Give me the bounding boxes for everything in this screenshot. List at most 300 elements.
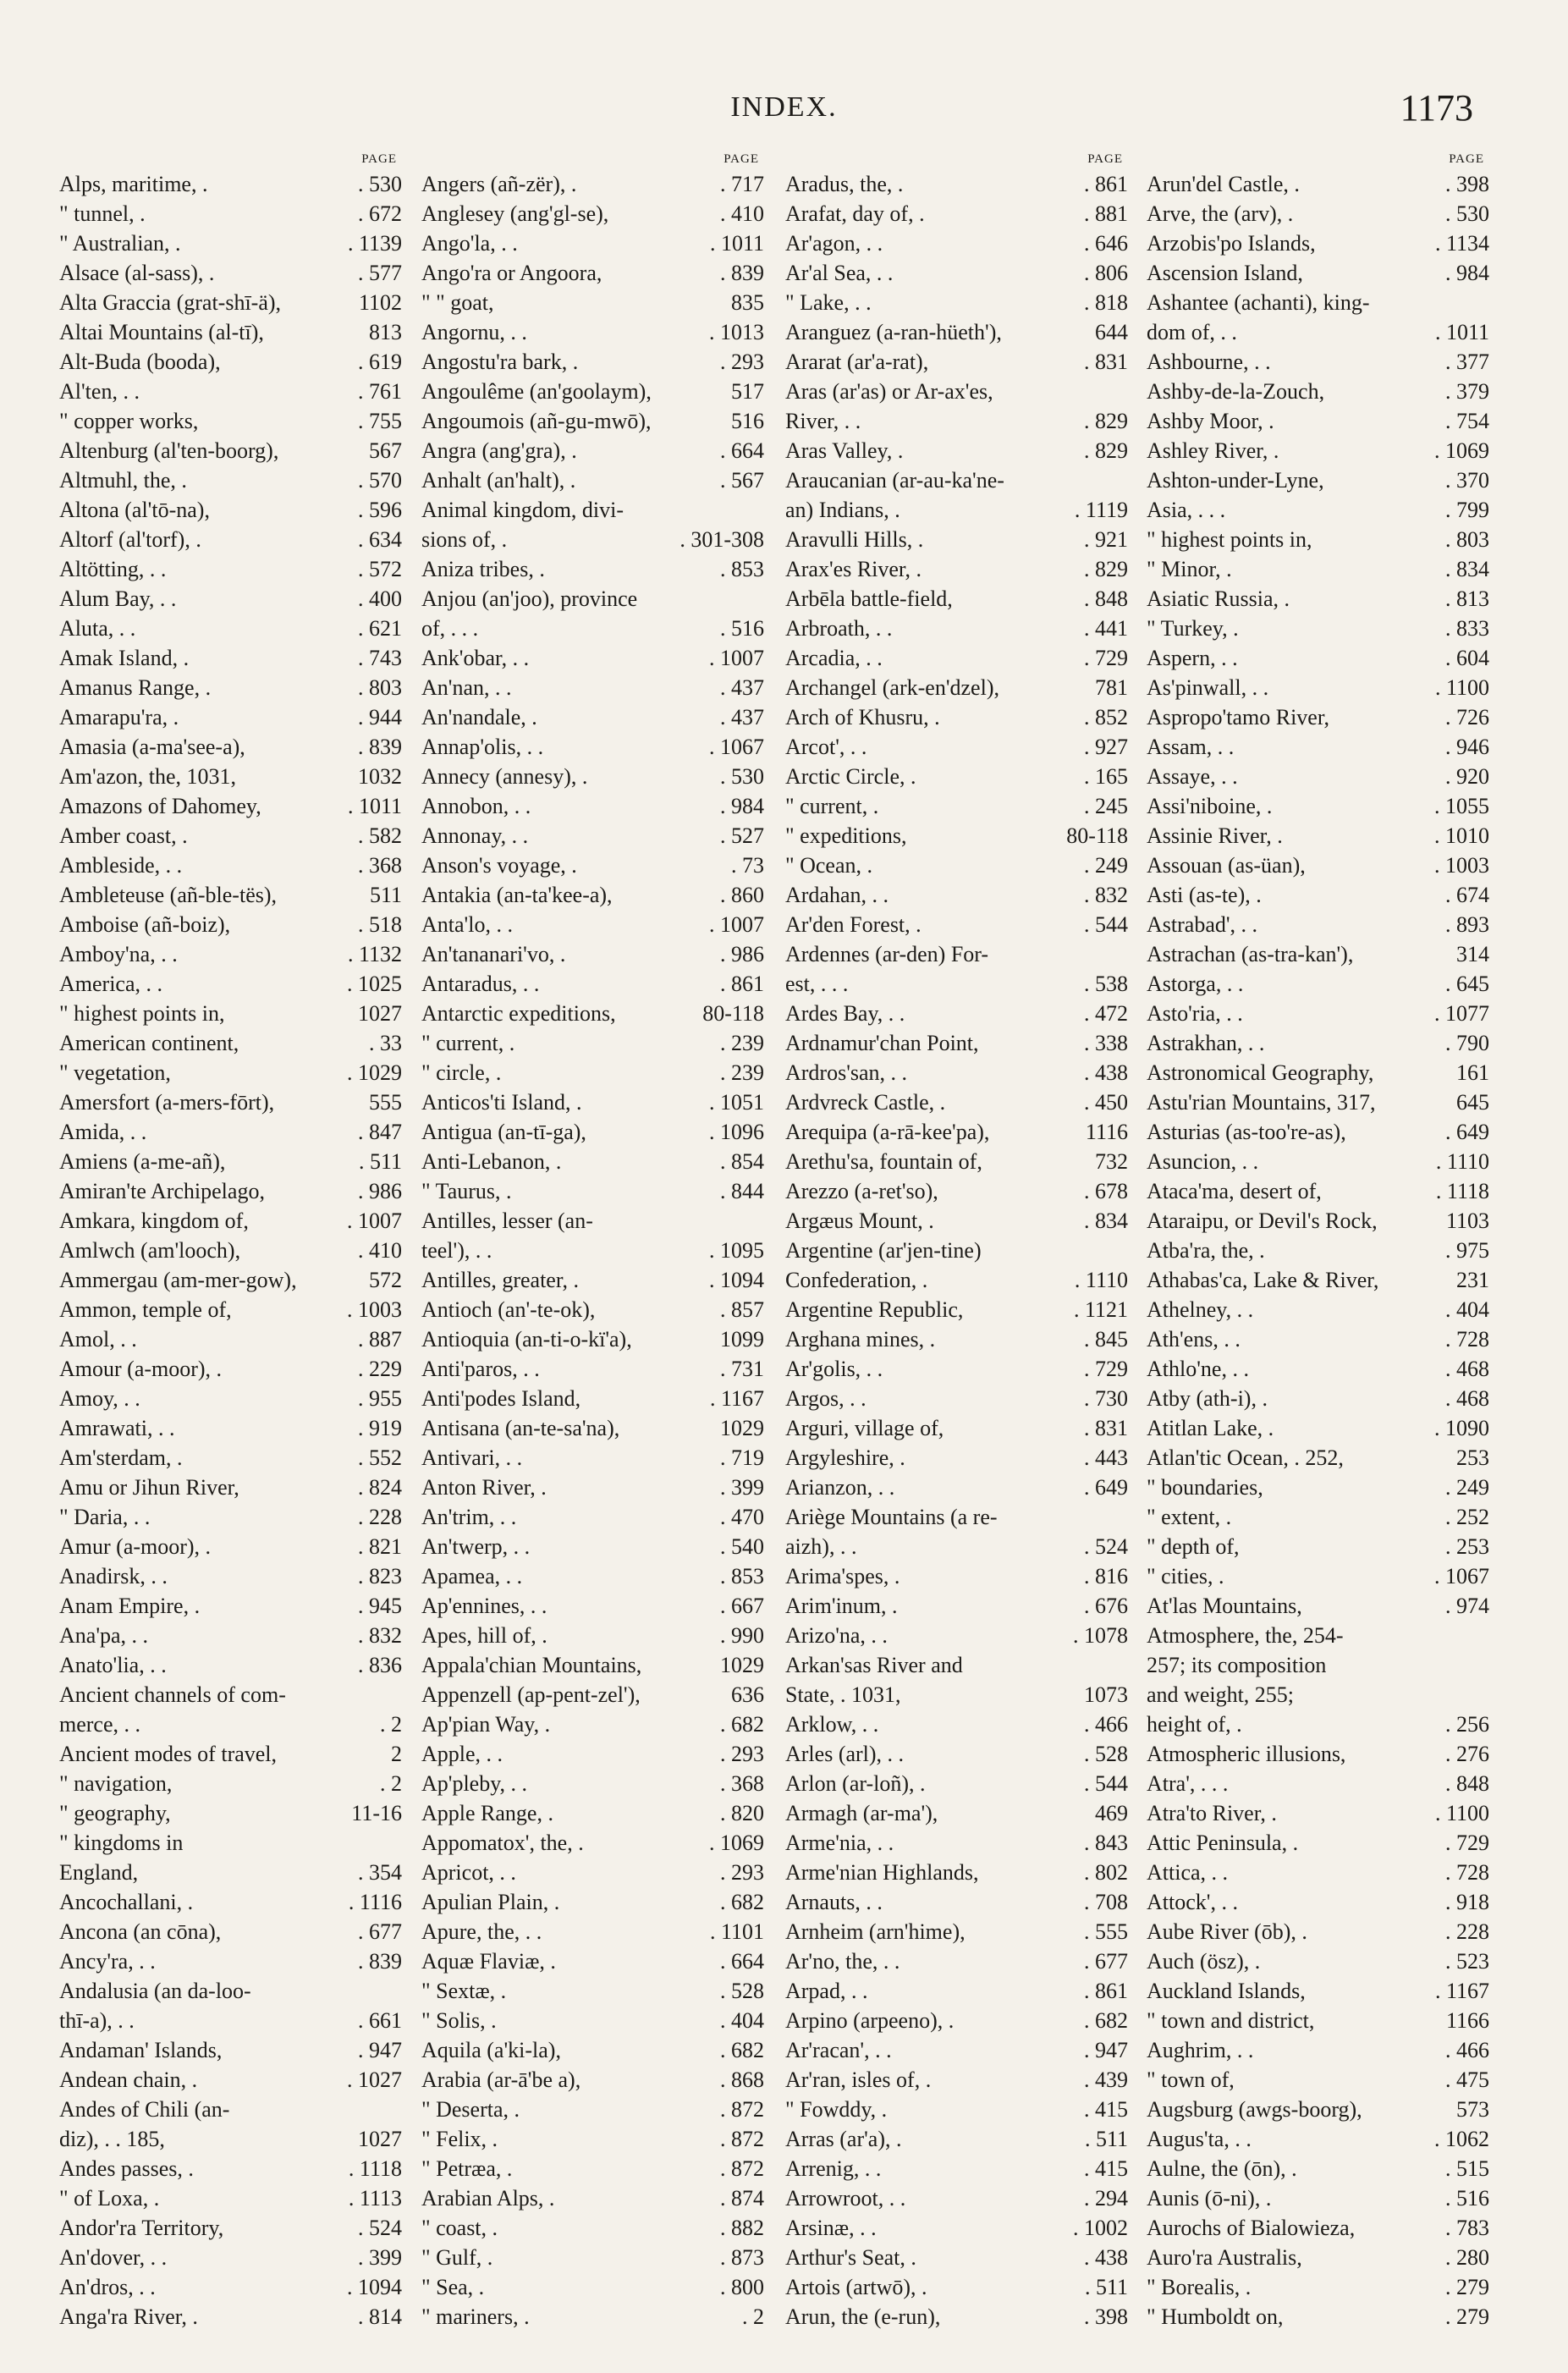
index-entry [59,732,402,762]
index-entry [59,1680,402,1710]
index-entry [1147,1443,1489,1473]
entry-term: Astrachan (as-tra-kan'), [1147,942,1354,966]
index-entry [1147,1354,1489,1384]
entry-term: Alps, maritime, . [59,172,208,196]
entry-term: Anticos'ti Island, . [421,1090,582,1115]
entry-pages: . 2 [380,1771,402,1796]
index-entry [59,1473,402,1502]
entry-term: Arles (arl), . . [785,1742,905,1766]
entry-term: " boundaries, [1147,1475,1263,1500]
entry-pages: . 538 [1084,972,1128,996]
entry-term: Andean chain, . [59,2067,198,2092]
entry-term: Ancochallani, . [59,1890,194,1914]
index-entry [421,1354,764,1384]
entry-term: Atby (ath-i), . [1147,1386,1268,1411]
index-entry [1147,1176,1489,1206]
entry-pages: . 836 [358,1653,402,1677]
index-column-3 [785,152,1128,2332]
entry-pages: . 439 [1084,2067,1128,2092]
entry-term: " Felix, . [421,2127,498,2151]
index-entry [421,288,764,317]
entry-term: America, . . [59,972,163,996]
entry-pages: . 1110 [1435,1149,1489,1174]
entry-term: Aunis (ō-ni), . [1147,2186,1272,2211]
entry-term: Atra', . . . [1147,1771,1229,1796]
entry-pages: . 728 [1445,1860,1489,1885]
entry-pages: . 645 [1445,972,1489,996]
index-entry [421,347,764,377]
index-entry [59,2035,402,2065]
entry-pages: . 848 [1445,1771,1489,1796]
index-entry [1147,2035,1489,2065]
index-entry [1147,1769,1489,1798]
index-entry [59,1621,402,1650]
entry-pages: . 368 [720,1771,764,1796]
entry-pages: . 540 [720,1534,764,1559]
index-entry [59,1147,402,1176]
entry-pages: . 377 [1445,350,1489,374]
index-entry [785,2095,1128,2124]
index-entry [421,732,764,762]
entry-term: Ardahan, . . [785,883,889,907]
entry-term: " Taurus, . [421,1179,512,1203]
entry-term: Anjou (an'joo), province [421,586,638,611]
index-entry [1147,702,1489,732]
entry-term: Andes of Chili (an- [59,2097,230,2122]
entry-pages: . 239 [720,1060,764,1085]
entry-pages: . 847 [358,1120,402,1144]
entry-pages: 1029 [720,1416,764,1440]
entry-term: Arnheim (arn'hime), [785,1919,966,1944]
index-entry [785,910,1128,939]
index-entry [59,228,402,258]
index-entry [59,1265,402,1295]
entry-pages: . 475 [1445,2067,1489,2092]
index-entry [1147,1739,1489,1769]
entry-term: Argos, . . [785,1386,867,1411]
entry-pages: . 516 [1445,2186,1489,2211]
index-entry [1147,1621,1489,1650]
entry-term: Al'ten, . . [59,379,140,404]
entry-pages: 1027 [358,1001,402,1026]
entry-pages: . 229 [358,1357,402,1381]
entry-pages: 1103 [1445,1209,1489,1233]
entry-term: Apure, the, . . [421,1919,542,1944]
entry-term: Apricot, . . [421,1860,516,1885]
entry-pages: 469 [1095,1801,1128,1825]
index-entry [421,2183,764,2213]
index-entry [59,1739,402,1769]
entry-term: Amak Island, . [59,646,190,670]
entry-pages: . 726 [1445,705,1489,730]
entry-term: Anato'lia, . . [59,1653,167,1677]
index-entry [421,1887,764,1917]
index-entry [59,377,402,406]
entry-pages: . 438 [1084,1060,1128,1085]
entry-pages: . 730 [1084,1386,1128,1411]
entry-term: " town of, [1147,2067,1235,2092]
entry-term: Aulne, the (ōn), . [1147,2156,1297,2181]
index-entry [421,2302,764,2332]
entry-pages: . 1077 [1434,1001,1489,1026]
index-entry [421,2154,764,2183]
entry-term: Animal kingdom, divi- [421,498,624,522]
entry-pages: . 528 [1084,1742,1128,1766]
entry-term: Ashantee (achanti), king- [1147,290,1370,315]
index-entry [59,999,402,1028]
entry-term: Annap'olis, . . [421,735,544,759]
index-entry [1147,2154,1489,2183]
entry-term: Amersfort (a-mers-fōrt), [59,1090,275,1115]
entry-term: Aurochs of Bialowieza, [1147,2216,1356,2240]
entry-pages: . 990 [720,1623,764,1648]
index-entry [59,1976,402,2006]
index-entry [421,1443,764,1473]
entry-term: " vegetation, [59,1060,171,1085]
entry-term: Anam Empire, . [59,1594,201,1618]
entry-term: Aquila (a'ki-la), [421,2038,561,2062]
index-entry [1147,1976,1489,2006]
index-entry [421,1087,764,1117]
entry-term: Assouan (as-üan), [1147,853,1306,878]
entry-term: Athelney, . . [1147,1297,1254,1322]
index-entry [59,821,402,851]
entry-term: Angers (añ-zër), . [421,172,577,196]
index-entry [421,1236,764,1265]
entry-term: Arnauts, . . [785,1890,883,1914]
entry-pages: 1102 [358,290,402,315]
index-entry [785,1532,1128,1561]
index-entry [785,228,1128,258]
index-entry [59,1650,402,1680]
entry-pages: . 813 [1445,586,1489,611]
entry-term: Asuncion, . . [1147,1149,1259,1174]
page-label: PAGE [723,152,759,166]
index-entry [59,1236,402,1265]
entry-pages: . 338 [1084,1031,1128,1055]
entry-term: Ammergau (am-mer-gow), [59,1268,297,1292]
entry-term: diz), . . 185, [59,2127,165,2151]
index-entry [785,1561,1128,1591]
entry-term: Andor'ra Territory, [59,2216,224,2240]
entry-term: Anson's voyage, . [421,853,577,878]
entry-term: Ar'agon, . . [785,231,883,256]
entry-term: " coast, . [421,2216,498,2240]
entry-term: " Turkey, . [1147,616,1239,641]
entry-pages: . 854 [720,1149,764,1174]
entry-pages: . 368 [358,853,402,878]
entry-term: height of, . [1147,1712,1242,1737]
entry-term: Ataraipu, or Devil's Rock, [1147,1209,1378,1233]
entry-pages: . 466 [1445,2038,1489,2062]
entry-pages: . 544 [1084,912,1128,937]
entry-term: Arun'del Castle, . [1147,172,1300,196]
entry-term: " cities, . [1147,1564,1224,1588]
entry-term: Appenzell (ap-pent-zel'), [421,1682,641,1707]
index-entry [1147,791,1489,821]
index-entry [1147,1324,1489,1354]
entry-term: Atmosphere, the, 254- [1147,1623,1344,1648]
index-entry [421,169,764,199]
entry-term: " of Loxa, . [59,2186,160,2211]
entry-pages: . 861 [720,972,764,996]
index-entry [59,554,402,584]
entry-term: " geography, [59,1801,171,1825]
entry-term: Argæus Mount, . [785,1209,934,1233]
index-entry [421,1473,764,1502]
entry-term: " Sea, . [421,2275,485,2299]
entry-pages: . 823 [358,1564,402,1588]
entry-term: An'nan, . . [421,675,512,700]
index-entry [59,1176,402,1206]
index-entry [785,1710,1128,1739]
entry-term: Astronomical Geography, [1147,1060,1374,1085]
entry-term: Amkara, kingdom of, [59,1209,249,1233]
index-entry [421,880,764,910]
entry-term: Angra (ang'gra), . [421,438,577,463]
index-entry [785,643,1128,673]
entry-pages: . 728 [1445,1327,1489,1352]
entry-term: Aughrim, . . [1147,2038,1254,2062]
entry-pages: . 634 [358,527,402,552]
entry-pages: . 293 [720,1742,764,1766]
entry-pages: . 868 [720,2067,764,2092]
entry-term: Am'sterdam, . [59,1445,183,1470]
entry-term: England, [59,1860,139,1885]
entry-pages: . 832 [358,1623,402,1648]
index-entry [785,1502,1128,1532]
index-entry [785,2006,1128,2035]
index-entry [421,1858,764,1887]
entry-pages: . 527 [720,823,764,848]
entry-pages: 555 [369,1090,402,1115]
index-entry [1147,377,1489,406]
entry-pages: . 1167 [1434,1979,1489,2003]
entry-term: Alum Bay, . . [59,586,177,611]
entry-pages: . 399 [358,2245,402,2270]
index-entry [785,1976,1128,2006]
index-entry [1147,525,1489,554]
entry-pages: . 717 [720,172,764,196]
entry-pages: . 921 [1084,527,1128,552]
index-entry [785,1828,1128,1858]
entry-term: " copper works, [59,409,199,433]
entry-term: Arafat, day of, . [785,201,925,226]
index-entry [1147,406,1489,436]
index-entry [1147,643,1489,673]
entry-pages: . 729 [1445,1831,1489,1855]
entry-term: dom of, . . [1147,320,1237,344]
index-entry [1147,1532,1489,1561]
index-entry [785,1769,1128,1798]
entry-term: Arun, the (e-run), [785,2304,941,2329]
entry-pages: . 249 [1445,1475,1489,1500]
entry-pages: . 468 [1445,1386,1489,1411]
index-entry [59,1058,402,1087]
index-entry [1147,1946,1489,1976]
entry-term: aizh), . . [785,1534,857,1559]
entry-pages: . 861 [1084,1979,1128,2003]
index-entry [421,969,764,999]
entry-term: Assaye, . . [1147,764,1238,789]
entry-term: Arabia (ar-ā'be a), [421,2067,581,2092]
index-entry [785,1443,1128,1473]
entry-pages: . 1011 [347,794,402,818]
index-entry [785,1739,1128,1769]
index-entry [59,1443,402,1473]
index-entry [1147,2213,1489,2243]
index-entry [421,1028,764,1058]
entry-term: Arcadia, . . [785,646,883,670]
entry-pages: . 165 [1084,764,1128,789]
entry-term: Arsinæ, . . [785,2216,877,2240]
entry-term: Antivari, . . [421,1445,523,1470]
entry-pages: . 946 [1445,735,1489,759]
index-entry [1147,1828,1489,1858]
entry-pages: 161 [1456,1060,1489,1085]
index-entry [1147,317,1489,347]
index-entry [421,791,764,821]
entry-term: River, . . [785,409,861,433]
index-entry [785,525,1128,554]
entry-term: Angoulême (an'goolaym), [421,379,652,404]
entry-term: Astorga, . . [1147,972,1244,996]
entry-term: " current, . [421,1031,515,1055]
entry-term: Antioch (an'-te-ok), [421,1297,596,1322]
index-entry [421,1295,764,1324]
entry-term: Aquæ Flaviæ, . [421,1949,556,1974]
entry-term: Amur (a-moor), . [59,1534,212,1559]
entry-pages: . 829 [1084,409,1128,433]
entry-term: 257; its composition [1147,1653,1327,1677]
entry-term: " town and district, [1147,2008,1315,2033]
entry-term: Amiran'te Archipelago, [59,1179,265,1203]
entry-term: est, . . . [785,972,849,996]
entry-term: Arbēla battle-field, [785,586,953,611]
entry-term: Antarctic expeditions, [421,1001,616,1026]
page-label: PAGE [361,152,397,166]
index-entry [785,1946,1128,1976]
index-entry [1147,1087,1489,1117]
entry-pages: . 919 [358,1416,402,1440]
entry-pages: . 834 [1084,1209,1128,1233]
index-entry [59,1828,402,1858]
index-entry [421,2006,764,2035]
index-entry [59,1384,402,1413]
entry-pages: . 276 [1445,1742,1489,1766]
index-entry [1147,1147,1489,1176]
index-entry [1147,1710,1489,1739]
index-entry [421,1532,764,1561]
entry-term: Antisana (an-te-sa'na), [421,1416,620,1440]
entry-pages: . 582 [358,823,402,848]
index-entry [1147,1473,1489,1502]
index-entry [1147,1117,1489,1147]
entry-term: Arima'spes, . [785,1564,900,1588]
entry-pages: . 729 [1084,1357,1128,1381]
index-entry [59,495,402,525]
entry-pages: . 975 [1445,1238,1489,1263]
index-entry [785,1354,1128,1384]
entry-pages: . 955 [358,1386,402,1411]
entry-pages: . 839 [720,261,764,285]
entry-term: " Gulf, . [421,2245,493,2270]
index-entry [59,465,402,495]
index-entry [59,1354,402,1384]
entry-pages: . 1100 [1434,1801,1489,1825]
entry-pages: . 619 [358,350,402,374]
entry-term: Amboy'na, . . [59,942,178,966]
entry-term: Ar'al Sea, . . [785,261,894,285]
entry-pages: . 279 [1445,2304,1489,2329]
index-entry [1147,2006,1489,2035]
entry-pages: . 682 [1084,2008,1128,2033]
index-entry [421,377,764,406]
index-entry [421,2243,764,2272]
entry-pages: . 816 [1084,1564,1128,1588]
index-entry [59,1561,402,1591]
entry-pages: . 524 [358,2216,402,2240]
entry-term: " Fowddy, . [785,2097,888,2122]
entry-pages: . 410 [358,1238,402,1263]
index-entry [59,258,402,288]
entry-pages: . 833 [1445,616,1489,641]
index-entry [59,1087,402,1117]
entry-term: " tunnel, . [59,201,146,226]
entry-pages: . 1139 [347,231,402,256]
entry-term: Ango'ra or Angoora, [421,261,602,285]
entry-term: Arcot', . . [785,735,867,759]
entry-pages: . 73 [731,853,764,878]
entry-pages: . 518 [358,912,402,937]
index-entry [421,465,764,495]
entry-pages: 1166 [1445,2008,1489,2033]
index-entry [421,1324,764,1354]
entry-term: Andaman' Islands, [59,2038,223,2062]
entry-pages: . 918 [1445,1890,1489,1914]
entry-pages: . 596 [358,498,402,522]
entry-term: Amu or Jihun River, [59,1475,239,1500]
entry-pages: . 1113 [348,2186,402,2211]
index-entry [59,317,402,347]
index-entry [785,1206,1128,1236]
index-entry [785,169,1128,199]
entry-term: Ar'golis, . . [785,1357,883,1381]
entry-term: Amoy, . . [59,1386,140,1411]
entry-term: Anti'paros, . . [421,1357,540,1381]
entry-term: Antioquia (an-ti-o-kï'a), [421,1327,632,1352]
entry-pages: . 245 [1084,794,1128,818]
entry-term: Ar'ran, isles of, . [785,2067,932,2092]
index-entry [785,199,1128,228]
entry-pages: . 443 [1084,1445,1128,1470]
entry-pages: . 803 [358,675,402,700]
entry-term: Antilles, greater, . [421,1268,579,1292]
page-label: PAGE [1449,152,1484,166]
entry-pages: . 1100 [1434,675,1489,700]
entry-term: Athabas'ca, Lake & River, [1147,1268,1379,1292]
entry-pages: . 834 [1445,557,1489,581]
entry-term: Atmospheric illusions, [1147,1742,1346,1766]
entry-pages: . 829 [1084,557,1128,581]
index-entry [785,1621,1128,1650]
index-entry [59,643,402,673]
entry-term: " depth of, [1147,1534,1240,1559]
entry-term: Augsburg (awgs-boorg), [1147,2097,1362,2122]
index-entry [59,199,402,228]
entry-pages: . 872 [720,2156,764,2181]
entry-pages: . 450 [1084,1090,1128,1115]
